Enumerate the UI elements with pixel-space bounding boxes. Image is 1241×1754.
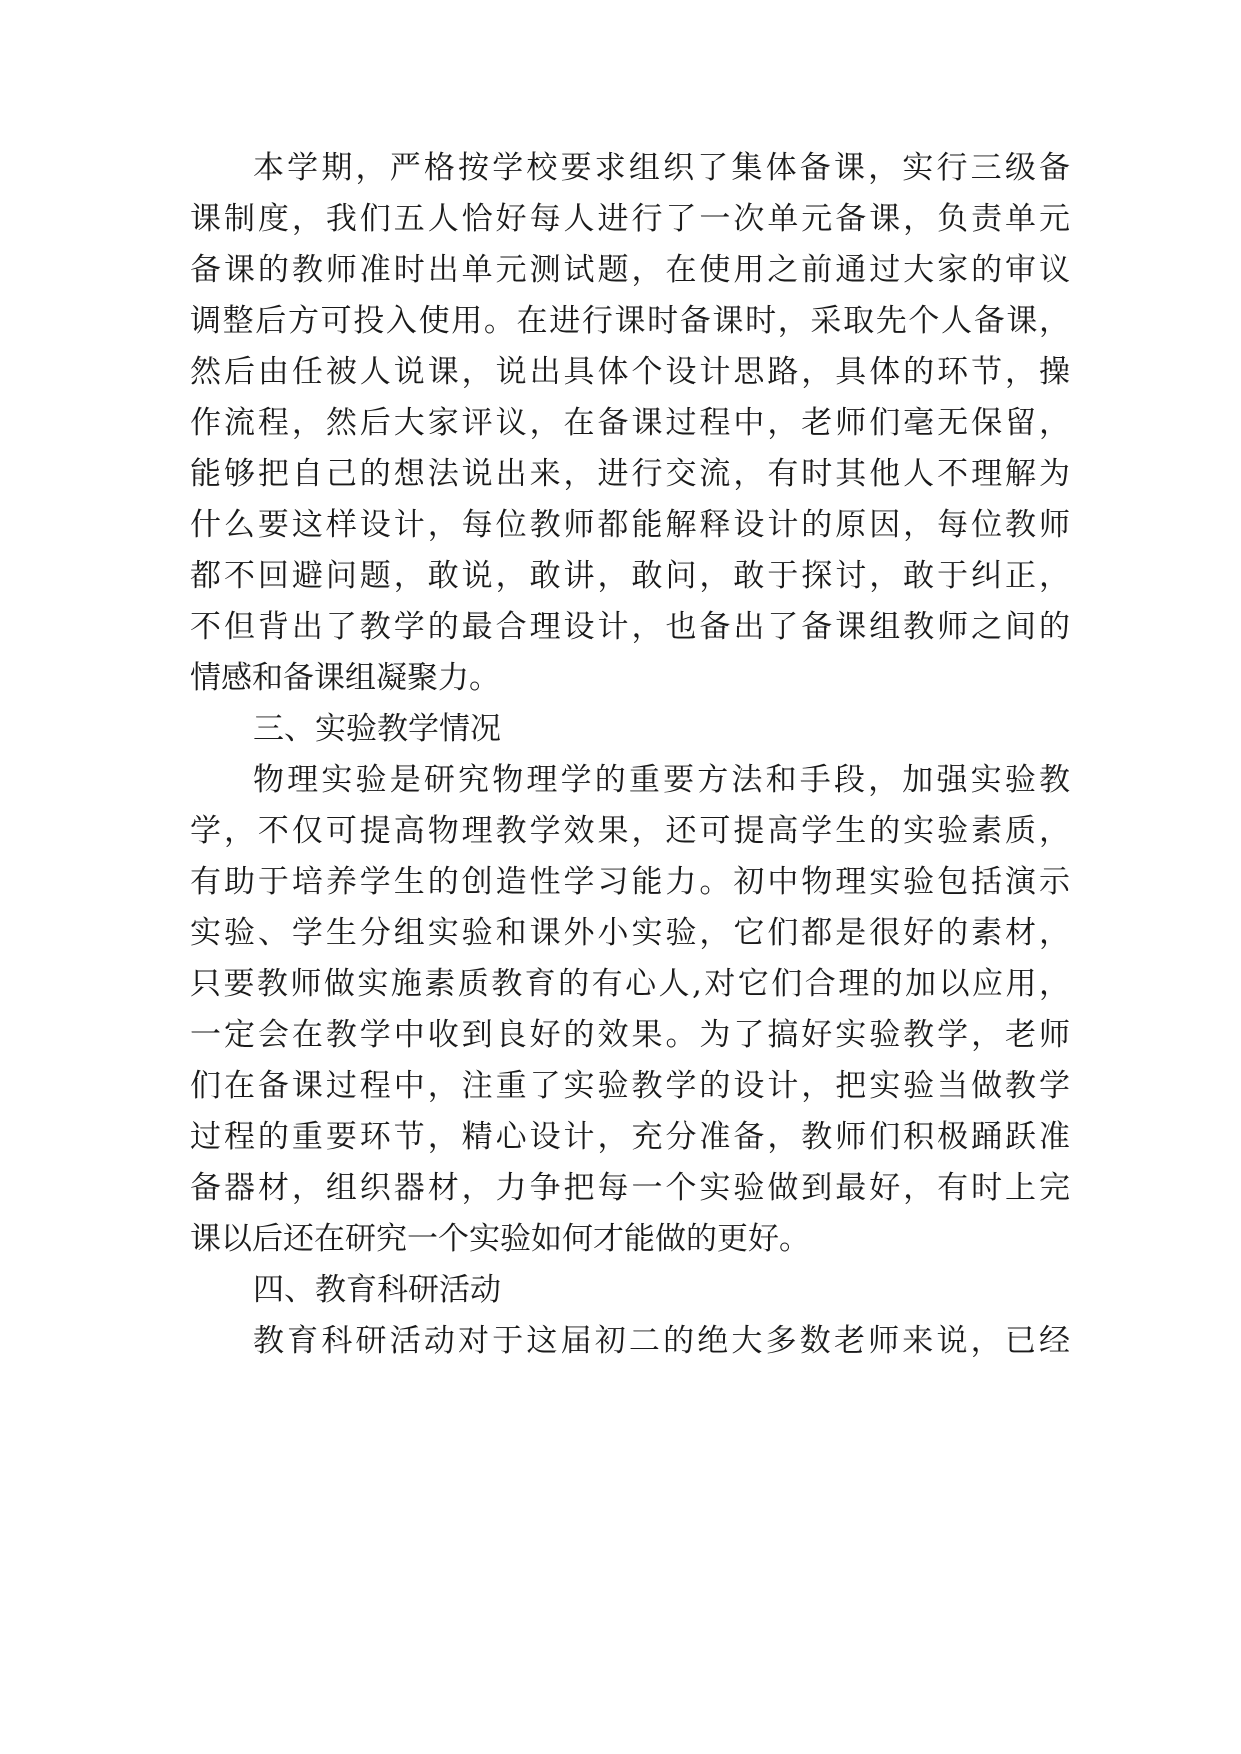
paragraph-line: 一定会在教学中收到良好的效果。为了搞好实验教学，老师 <box>190 1017 1070 1053</box>
paragraph-line: 情感和备课组凝聚力。 <box>190 660 500 696</box>
paragraph-line: 课以后还在研究一个实验如何才能做的更好。 <box>190 1221 810 1257</box>
paragraph-line: 作流程，然后大家评议，在备课过程中，老师们毫无保留， <box>190 405 1070 441</box>
paragraph-line: 实验、学生分组实验和课外小实验，它们都是很好的素材， <box>190 915 1070 951</box>
section-heading: 四、教育科研活动 <box>253 1272 501 1308</box>
paragraph-line: 教育科研活动对于这届初二的绝大多数老师来说，已经 <box>253 1323 1070 1359</box>
paragraph-line: 都不回避问题，敢说，敢讲，敢问，敢于探讨，敢于纠正， <box>190 558 1070 594</box>
paragraph-line: 有助于培养学生的创造性学习能力。初中物理实验包括演示 <box>190 864 1070 900</box>
section-heading: 三、实验教学情况 <box>253 711 501 747</box>
paragraph-line: 本学期，严格按学校要求组织了集体备课，实行三级备 <box>253 150 1070 186</box>
paragraph-line: 物理实验是研究物理学的重要方法和手段，加强实验教 <box>253 762 1070 798</box>
paragraph-line: 只要教师做实施素质教育的有心人,对它们合理的加以应用， <box>190 966 1070 1002</box>
paragraph-line: 不但背出了教学的最合理设计，也备出了备课组教师之间的 <box>190 609 1070 645</box>
paragraph-line: 什么要这样设计，每位教师都能解释设计的原因，每位教师 <box>190 507 1070 543</box>
paragraph-line: 能够把自己的想法说出来，进行交流，有时其他人不理解为 <box>190 456 1070 492</box>
paragraph-line: 过程的重要环节，精心设计，充分准备，教师们积极踊跃准 <box>190 1119 1070 1155</box>
paragraph-line: 备课的教师准时出单元测试题，在使用之前通过大家的审议 <box>190 252 1070 288</box>
paragraph-line: 课制度，我们五人恰好每人进行了一次单元备课，负责单元 <box>190 201 1070 237</box>
paragraph-line: 然后由任被人说课，说出具体个设计思路，具体的环节，操 <box>190 354 1070 390</box>
paragraph-line: 学，不仅可提高物理教学效果，还可提高学生的实验素质， <box>190 813 1070 849</box>
paragraph-line: 备器材，组织器材，力争把每一个实验做到最好，有时上完 <box>190 1170 1070 1206</box>
paragraph-line: 调整后方可投入使用。在进行课时备课时，采取先个人备课， <box>190 303 1070 339</box>
paragraph-line: 们在备课过程中，注重了实验教学的设计，把实验当做教学 <box>190 1068 1070 1104</box>
